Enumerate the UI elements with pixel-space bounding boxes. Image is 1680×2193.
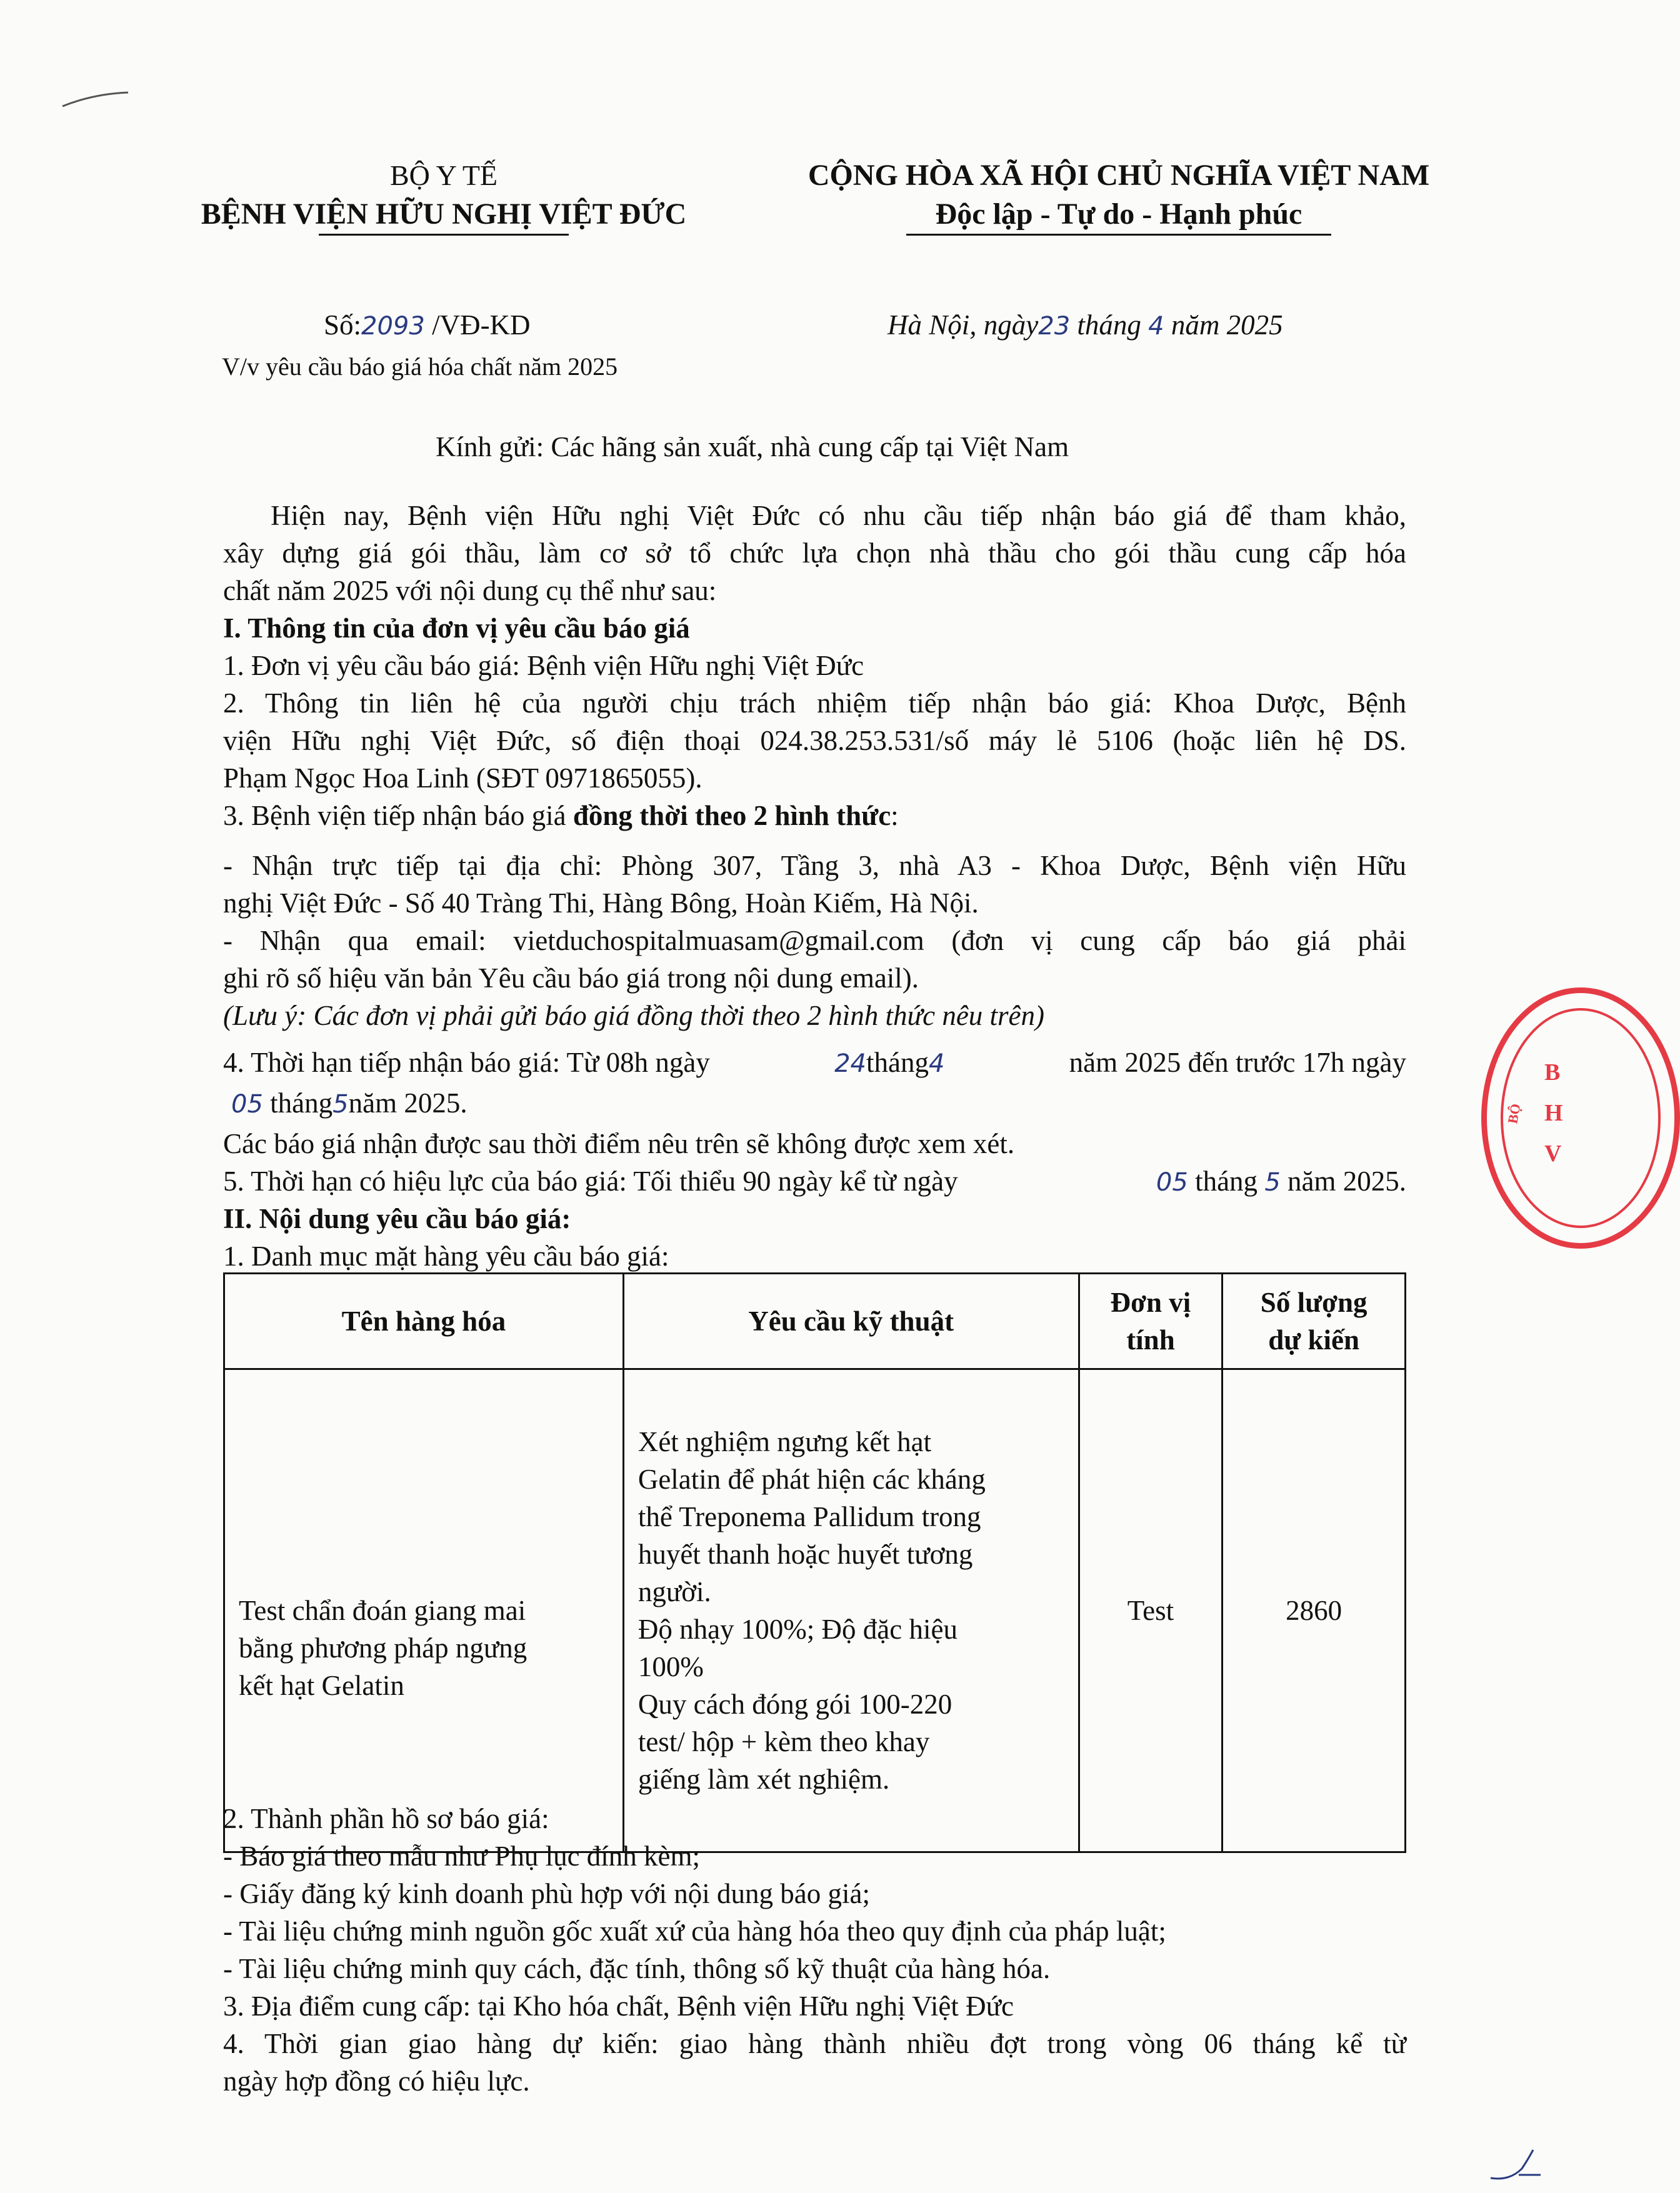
country-name: CỘNG HÒA XÃ HỘI CHỦ NGHĨA VIỆT NAM [808, 159, 1430, 192]
scan-mark-icon [56, 81, 138, 119]
hospital-underline [319, 234, 569, 236]
late-line: Các báo giá nhận được sau thời điểm nêu trên sẽ không được xem xét. [223, 1128, 1015, 1159]
section1-item3 [223, 797, 899, 834]
hospital-seal [1481, 987, 1680, 1249]
section1-item4-line2 [231, 1084, 468, 1123]
doc-number-prefix: Số: [324, 309, 362, 341]
item4-c: năm 2025 đến trước 17h ngày [1069, 1047, 1406, 1078]
docs-item: - Báo giá theo mẫu như Phụ lục đính kèm; [223, 1841, 701, 1872]
cell-spec [623, 1369, 1079, 1852]
spec-line: Gelatin để phát hiện các kháng [638, 1464, 986, 1495]
item5-a: 5. Thời hạn có hiệu lực của báo giá: Tối thiểu 90 ngày kể từ ngày [223, 1166, 958, 1197]
section1-item5 [223, 1162, 1406, 1201]
table-row [224, 1369, 1406, 1852]
motto: Độc lập - Tự do - Hạnh phúc [935, 197, 1302, 231]
date-day: 23 [1038, 312, 1071, 341]
seal-side-text: BỘ [1504, 1102, 1524, 1125]
header-spec: Yêu cầu kỹ thuật [623, 1274, 1079, 1369]
item4-month1: 4 [929, 1049, 945, 1078]
item5-month: 5 [1264, 1168, 1281, 1197]
items-table [223, 1272, 1406, 1853]
seal-inner-ring [1501, 1008, 1661, 1228]
doc-number [324, 306, 531, 345]
national-block [738, 156, 1500, 234]
item3-suffix: : [891, 800, 899, 831]
spec-line: Quy cách đóng gói 100-220 [638, 1689, 952, 1720]
spec-line: thể Treponema Pallidum trong [638, 1501, 981, 1532]
item4-d: tháng [270, 1087, 333, 1119]
section1-title: I. Thông tin của đơn vị yêu cầu báo giá [223, 612, 690, 644]
section1-item4-line1 [223, 1044, 1406, 1082]
header-qty-line2: dự kiến [1268, 1324, 1360, 1356]
spec-line: Độ nhạy 100%; Độ đặc hiệu [638, 1614, 958, 1645]
intro-line-3: chất năm 2025 với nội dung cụ thể như sau: [223, 575, 717, 606]
spec-line: người. [638, 1576, 711, 1607]
header-unit-line1: Đơn vị [1110, 1287, 1191, 1318]
section1-item2-line3: Phạm Ngọc Hoa Linh (SĐT 0971865055). [223, 762, 702, 794]
delivery-line-1: 4. Thời gian giao hàng dự kiến: giao hàng thành nhiều đợt trong vòng 06 tháng kể từ [223, 2028, 1406, 2059]
spec-line: test/ hộp + kèm theo khay [638, 1726, 930, 1757]
motto-underline [906, 234, 1331, 236]
header-qty [1222, 1274, 1406, 1369]
header-qty-line1: Số lượng [1260, 1287, 1368, 1318]
date-month-label: tháng [1077, 309, 1141, 341]
intro-line-2: xây dựng giá gói thầu, làm cơ sở tổ chức lựa chọn nhà thầu cho gói thầu cung cấp hóa [223, 537, 1406, 569]
delivery-line-2: ngày hợp đồng có hiệu lực. [223, 2066, 530, 2097]
table-header-row [224, 1274, 1406, 1369]
item4-e: năm 2025. [348, 1087, 468, 1119]
item5-day: 05 [1156, 1168, 1188, 1197]
section1-item1: 1. Đơn vị yêu cầu báo giá: Bệnh viện Hữu nghị Việt Đức [223, 650, 864, 681]
subject-line: V/v yêu cầu báo giá hóa chất năm 2025 [222, 352, 618, 381]
docs-item: - Giấy đăng ký kinh doanh phù hợp với nội dung báo giá; [223, 1878, 870, 1909]
recipient-line: Kính gửi: Các hãng sản xuất, nhà cung cấp tại Việt Nam [436, 431, 1069, 462]
date-place: Hà Nội, ngày [888, 309, 1039, 341]
list-title: 1. Danh mục mặt hàng yêu cầu báo giá: [223, 1241, 669, 1272]
item4-b: tháng [866, 1047, 929, 1078]
date-line [888, 306, 1283, 345]
item4-day1: 24 [834, 1049, 867, 1078]
date-year: năm 2025 [1171, 309, 1283, 341]
item5-b: tháng [1195, 1166, 1258, 1197]
issuer-block [125, 156, 762, 234]
docs-item: - Tài liệu chứng minh quy cách, đặc tính, thông số kỹ thuật của hàng hóa. [223, 1953, 1051, 1984]
header-unit [1079, 1274, 1222, 1369]
seal-letter: V [1544, 1141, 1562, 1167]
name-line: bằng phương pháp ngưng [239, 1632, 528, 1664]
docs-item: - Tài liệu chứng minh nguồn gốc xuất xứ của hàng hóa theo quy định của pháp luật; [223, 1916, 1166, 1947]
spec-line: huyết thanh hoặc huyết tương [638, 1539, 973, 1570]
item3-prefix: 3. Bệnh viện tiếp nhận báo giá [223, 800, 573, 831]
section1-item2-line1: 2. Thông tin liên hệ của người chịu trách nhiệm tiếp nhận báo giá: Khoa Dược, Bệnh [223, 687, 1406, 719]
email-line-1: - Nhận qua email: vietduchospitalmuasam@gmail.com (đơn vị cung cấp báo giá phải [223, 925, 1406, 956]
section1-item2-line2: viện Hữu nghị Việt Đức, số điện thoại 024.38.253.531/số máy lẻ 5106 (hoặc liên hệ DS. [223, 725, 1406, 756]
seal-letter: B [1544, 1059, 1561, 1086]
ministry-name: BỘ Y TẾ [389, 159, 498, 191]
note-line: (Lưu ý: Các đơn vị phải gửi báo giá đồng thời theo 2 hình thức nêu trên) [223, 1000, 1045, 1031]
spec-line: Xét nghiệm ngưng kết hạt [638, 1426, 932, 1457]
docs-title: 2. Thành phần hồ sơ báo giá: [223, 1803, 549, 1834]
cell-unit: Test [1079, 1369, 1222, 1852]
hospital-name: BỆNH VIỆN HỮU NGHỊ VIỆT ĐỨC [201, 197, 687, 231]
item4-day2: 05 [231, 1090, 263, 1119]
header-unit-line2: tính [1126, 1324, 1175, 1356]
date-month: 4 [1148, 312, 1164, 341]
seal-letter: H [1544, 1100, 1563, 1126]
doc-number-value: 2093 [361, 312, 425, 341]
section2-title: II. Nội dung yêu cầu báo giá: [223, 1203, 571, 1234]
spec-line: 100% [638, 1651, 704, 1682]
doc-number-suffix: /VĐ-KD [432, 309, 531, 341]
cell-name [224, 1369, 624, 1852]
item3-bold: đồng thời theo 2 hình thức [572, 800, 891, 831]
cell-qty: 2860 [1222, 1369, 1406, 1852]
intro-line-1: Hiện nay, Bệnh viện Hữu nghị Việt Đức có nhu cầu tiếp nhận báo giá để tham khảo, [271, 500, 1406, 531]
location-line: 3. Địa điểm cung cấp: tại Kho hóa chất, Bệnh viện Hữu nghị Việt Đức [223, 1991, 1014, 2022]
direct-line-1: - Nhận trực tiếp tại địa chỉ: Phòng 307, Tầng 3, nhà A3 - Khoa Dược, Bệnh viện Hữu [223, 850, 1406, 881]
header-name: Tên hàng hóa [224, 1274, 624, 1369]
item5-c: năm 2025. [1288, 1166, 1406, 1197]
item4-a: 4. Thời hạn tiếp nhận báo giá: Từ 08h ngày [223, 1047, 710, 1078]
initial-mark-icon [1484, 2144, 1547, 2187]
email-line-2: ghi rõ số hiệu văn bản Yêu cầu báo giá trong nội dung email). [223, 962, 919, 994]
spec-line: giếng làm xét nghiệm. [638, 1764, 890, 1795]
name-line: Test chẩn đoán giang mai [239, 1595, 526, 1626]
name-line: kết hạt Gelatin [239, 1670, 404, 1701]
item4-month2: 5 [332, 1090, 349, 1119]
direct-line-2: nghị Việt Đức - Số 40 Tràng Thi, Hàng Bông, Hoàn Kiếm, Hà Nội. [223, 887, 979, 919]
